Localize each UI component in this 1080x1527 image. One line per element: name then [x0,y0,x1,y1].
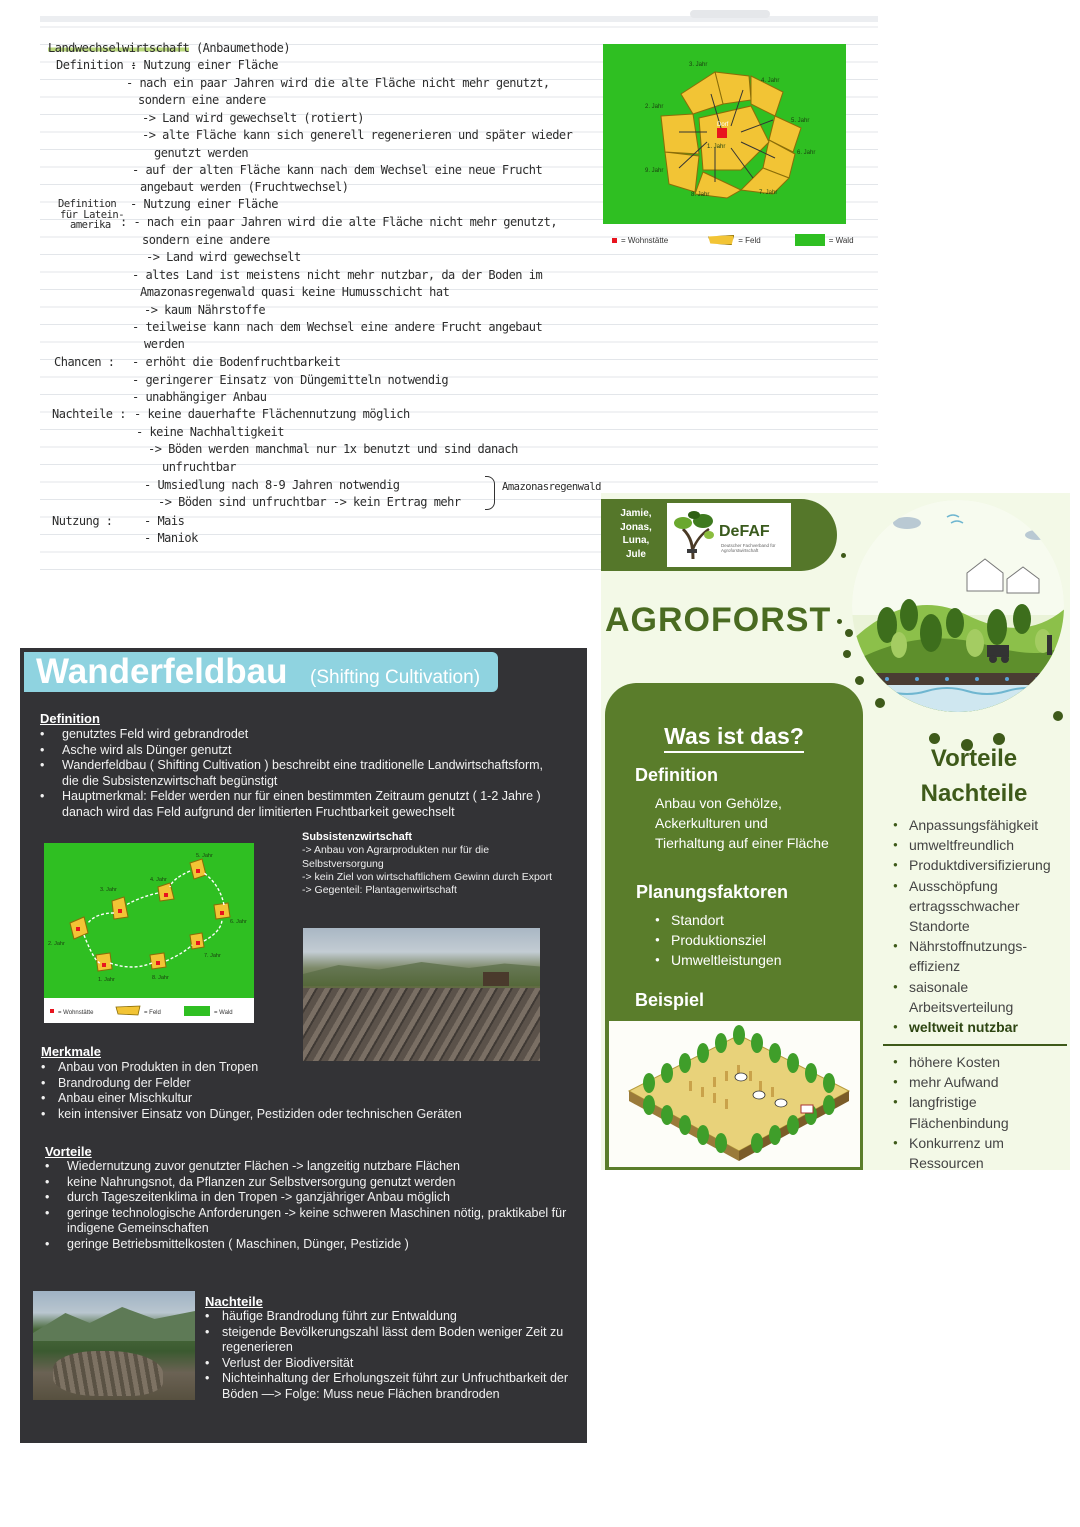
legend-forest-label: = Wald [214,1010,233,1016]
notes-line: - teilweise kann nach dem Wechsel eine andere Frucht angebaut [132,320,543,334]
notes-line: Amazonasregenwald quasi keine Humusschicht hat [140,285,450,299]
list-item: • steigende Bevölkerungszahl lässt dem Boden weniger Zeit zu regenerieren [205,1325,583,1356]
list-item: ● Produktdiversifizierung [891,855,1067,875]
village-marker [76,927,80,931]
slide-subtitle: (Shifting Cultivation) [310,667,481,688]
notes-line: genutzt werden [154,146,249,160]
list-item: • Verlust der Biodiversität [205,1356,583,1372]
list-item: • Wiedernutzung zuvor genutzter Flächen -> langzeitig nutzbare Flächen [45,1159,575,1175]
decor-dot [843,650,851,658]
year-label: 2. Jahr [645,104,664,110]
slide-title: Wanderfeldbau [36,652,288,691]
notes-title: Landwechselwirtschaft (Anbaumethode) [48,41,291,55]
legend-village-swatch [612,238,617,243]
year-label: 8. Jahr [152,975,169,981]
notes-line: -> alte Fläche kann sich generell regenerieren und später wieder [142,128,573,142]
author-name: Jule [625,548,646,560]
definition-line: Anbau von Gehölze, [655,795,782,811]
list-item: • Asche wird als Dünger genutzt [40,743,560,759]
notes-chancen-label: Chancen : [54,355,115,369]
planning-factors-heading: Planungsfaktoren [636,882,789,902]
list-item: • kein intensiver Einsatz von Dünger, Pestiziden oder technischen Geräten [41,1107,561,1123]
list-item: • Anbau einer Mischkultur [41,1091,561,1107]
poster-authors [605,507,667,561]
disadvantages-list [891,1052,1067,1173]
year-label: 1. Jahr [98,977,115,983]
list-item: ● saisonale Arbeitsverteilung [891,977,1067,1017]
village-marker [220,911,224,915]
notes-notch [690,10,770,18]
notes-line: -> Land wird gewechselt [146,250,301,264]
crop-rotation-svg [603,44,846,224]
definition-list [40,727,560,821]
village-marker [156,961,160,965]
photo-mountains [33,1301,195,1341]
year-label: 6. Jahr [230,919,247,925]
subsistenz-line: -> Gegenteil: Plantagenwirtschaft [302,884,457,897]
decor-dot [845,629,853,637]
poster-definition-text [655,793,829,853]
diagram-legend [612,234,854,246]
merkmale-list [41,1060,561,1122]
notes-line: sondern eine andere [138,93,266,107]
notes-line: - keine dauerhafte Flächennutzung möglich [134,407,410,421]
notes-nachteile-label: Nachteile : [52,407,126,421]
notes-brace-label: Amazonasregenwald [502,481,601,493]
decor-dot [837,619,842,624]
legend-field-swatch [708,235,734,245]
logo-brand: DeFAF [719,523,770,540]
photo-hut [483,972,509,986]
notes-def2-label: für Latein- [60,209,125,221]
notes-line: - erhöht die Bodenfruchtbarkeit [132,355,341,369]
year-label: 6. Jahr [797,150,816,156]
agroforest-field-svg [609,1021,860,1167]
notes-line: - Nutzung einer Fläche [130,58,278,72]
year-label: 9. Jahr [645,168,664,174]
list-item: • Wanderfeldbau ( Shifting Cultivation ) beschreibt eine traditionelle Landwirtschaftsform, die die Subsistenzwirtschaft begünstigt [40,758,560,789]
year-label: 3. Jahr [689,62,708,68]
planning-factors-list [655,910,782,970]
year-label: 7. Jahr [759,190,778,196]
notes-line: - unabhängiger Anbau [132,390,267,404]
list-item: • Anbau von Produkten in den Tropen [41,1060,561,1076]
vorteile-heading: Vorteile [45,1144,92,1159]
village-marker [118,909,122,913]
advantages-list [891,815,1067,1037]
year-label: 4. Jahr [761,78,780,84]
decor-dot [929,733,940,744]
poster-left-panel [605,683,863,1170]
notes-line: - auf der alten Fläche kann nach dem Wechsel eine neue Frucht [132,163,543,177]
list-item: ● höhere Kosten [891,1052,1067,1072]
author-name: Jamie, [620,508,652,519]
photo-cleared-patch [53,1351,163,1396]
decor-dot [855,676,864,685]
list-item: ● mehr Aufwand [891,1072,1067,1092]
poster-title: AGROFORST [605,601,832,639]
notes-nutzung-label: Nutzung : [52,514,113,528]
deforestation-photo [33,1291,195,1400]
field-polygon [665,152,699,192]
subsistenz-box [302,831,562,897]
list-item: • durch Tageszeitenklima in den Tropen -> ganzjähriger Anbau möglich [45,1190,575,1206]
year-label: 1. Jahr [707,144,726,150]
list-item: • genutztes Feld wird gebrandrodet [40,727,560,743]
wanderfeldbau-diagram [44,843,254,1023]
agroforest-illustration [847,495,1069,717]
list-item: ● umweltfreundlich [891,835,1067,855]
notes-line: -> Böden werden manchmal nur 1x benutzt und sind danach [148,442,518,456]
list-item: ● Nährstoffnutzungs-effizienz [891,936,1067,976]
decor-dot [993,733,1005,745]
notes-line: sondern eine andere [142,233,270,247]
year-label: Dorf [717,122,729,128]
notes-line: - Mais [144,514,185,528]
village-marker [196,941,200,945]
year-label: 7. Jahr [204,953,221,959]
photo-burned-ground [303,988,540,1061]
notes-line: - Umsiedlung nach 8-9 Jahren notwendig [144,478,400,492]
field-polygon [661,114,699,154]
list-item: ● Ausschöpfung ertragsschwacher Standorte [891,876,1067,937]
decor-dot [1053,711,1063,721]
definition-line: Tierhaltung auf einer Fläche [655,835,829,851]
agroforst-poster [601,493,1070,1170]
poster-definition-heading: Definition [635,765,718,785]
legend-forest-swatch [795,234,825,246]
list-item: • Hauptmerkmal: Felder werden nur für einen bestimmten Zeitraum genutzt ( 1-2 Jahre ) danach wird das Feld aufgrund der limitierten Fruchtbarkeit gewechselt [40,789,560,820]
wanderfeldbau-slide [20,648,587,1443]
year-label: 8. Jahr [691,192,710,198]
merkmale-heading: Merkmale [41,1044,101,1059]
legend-forest-swatch [184,1006,210,1016]
subsistenz-line: -> Anbau von Agrarprodukten nur für die Selbstversorgung [302,844,490,870]
notes-line: angebaut werden (Fruchtwechsel) [140,180,349,194]
list-item: ● Konkurrenz um Ressourcen [891,1133,1067,1173]
list-item: • Nichteinhaltung der Erholungszeit führt zur Unfruchtbarkeit der Böden —> Folge: Muss neue Flächen brandroden [205,1371,583,1402]
field-polygon [681,72,723,114]
list-item: ● langfristige Flächenbindung [891,1092,1067,1132]
notes-line: - altes Land ist meistens nicht mehr nutzbar, da der Boden im [132,268,543,282]
example-heading: Beispiel [635,990,705,1010]
legend-forest-label: = Wald [828,235,854,245]
village-marker [196,869,200,873]
list-item: • geringe Betriebsmittelkosten ( Maschinen, Dünger, Pestizide ) [45,1237,575,1253]
legend-village-label: = Wohnstätte [58,1010,94,1016]
notes-line: - Maniok [144,531,198,545]
notes-def2-label: Definition [58,198,117,210]
notes-brace [485,476,495,510]
vorteile-list [45,1159,575,1253]
logo-tagline: Deutscher Fachverband für Agroforstwirtschaft [721,543,776,553]
legend-field-label: = Feld [738,235,761,245]
defaf-logo [667,503,791,567]
legend-village-swatch [50,1009,54,1013]
author-name: Luna, [622,535,650,546]
notes-line: -> Land wird gewechselt (rotiert) [142,111,364,125]
diagram-legend [50,1006,233,1016]
crop-rotation-diagram [603,44,846,224]
nachteile-list [205,1309,583,1403]
tree-logo-icon [673,509,715,561]
example-illustration [609,1021,860,1167]
wanderfeldbau-svg [44,843,254,1023]
definition-heading: Definition [40,711,100,726]
legend-village-label: = Wohnstätte [621,235,669,245]
notes-line: - Nutzung einer Fläche [130,197,278,211]
advantages-divider [883,1044,1067,1046]
nachteile-heading: Nachteile [205,1294,263,1309]
disadvantages-heading: Nachteile [920,780,1028,807]
legend-field-swatch [116,1006,140,1015]
list-item: • häufige Brandrodung führt zur Entwaldung [205,1309,583,1325]
decor-dot [841,553,846,558]
list-item: ● weltweit nutzbar [891,1017,1067,1037]
slash-and-burn-photo [303,928,540,1061]
author-name: Jonas, [620,521,652,533]
notes-line: : - nach ein paar Jahren wird die alte Fläche nicht mehr genutzt, [120,215,558,229]
notes-line: unfruchtbar [162,460,236,474]
year-label: 3. Jahr [100,887,117,893]
list-item: • Brandrodung der Felder [41,1076,561,1092]
village-marker [164,893,168,897]
notes-line: werden [144,337,185,351]
advantages-heading: Vorteile [930,745,1018,772]
year-label: 5. Jahr [196,853,213,859]
notes-def2-label: amerika [70,219,111,231]
year-label: 2. Jahr [48,941,65,947]
list-item: • geringe technologische Anforderungen -> keine schweren Maschinen nötig, praktikabel für indigene Gemeinschaften [45,1206,575,1237]
decor-dot [875,698,885,708]
subsistenz-heading: Subsistenzwirtschaft [302,831,413,843]
notes-line: - geringerer Einsatz von Düngemitteln notwendig [132,373,449,387]
village-marker [717,128,727,138]
list-item: ● Produktionsziel [655,930,782,950]
subsistenz-line: -> kein Ziel von wirtschaftlichem Gewinn durch Export [302,870,553,883]
notes-line: -> Böden sind unfruchtbar -> kein Ertrag mehr [158,495,461,509]
notes-line: - nach ein paar Jahren wird die alte Fläche nicht mehr genutzt, [126,76,550,90]
notes-def-label: Definition : [56,58,137,72]
year-label: 5. Jahr [791,118,810,124]
list-item: ● Standort [655,910,782,930]
notes-line: -> kaum Nährstoffe [144,303,266,317]
list-item: ● Anpassungsfähigkeit [891,815,1067,835]
village-marker [102,963,106,967]
notes-line: - keine Nachhaltigkeit [136,425,284,439]
legend-field-label: = Feld [144,1010,161,1016]
what-is-it-heading: Was ist das? [605,723,863,750]
year-label: 4. Jahr [150,877,167,883]
list-item: ● Umweltleistungen [655,950,782,970]
definition-line: Ackerkulturen und [655,815,768,831]
list-item: • keine Nahrungsnot, da Pflanzen zur Selbstversorgung genutzt werden [45,1175,575,1191]
